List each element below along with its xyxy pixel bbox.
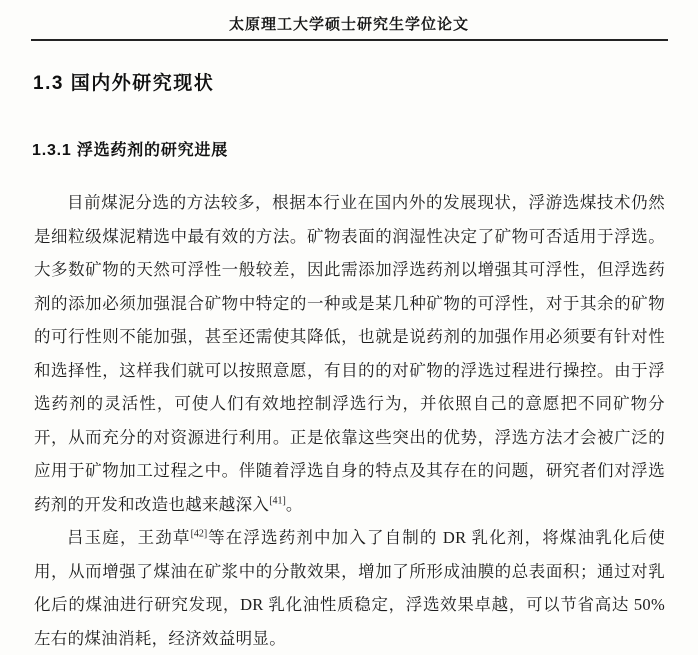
paragraph-text: 。 (285, 494, 303, 514)
subsection-heading: 1.3.1 浮选药剂的研究进展 (32, 142, 229, 159)
running-title: 太原理工大学硕士研究生学位论文 (228, 17, 469, 33)
paragraph (34, 521, 665, 655)
section-heading: 1.3 国内外研究现状 (33, 73, 215, 94)
page-header (0, 0, 698, 34)
paragraph-text: 吕玉庭，王劲草 (67, 528, 191, 547)
paragraph-text: 目前煤泥分选的方法较多，根据本行业在国内外的发展现状，浮游选煤技术仍然是细粒级煤泥精选中最有效的方法。矿物表面的润湿性决定了矿物可否适用于浮选。大多数矿物的天然可浮性一般较差，因此需添加浮选药剂以增强其可浮性，但浮选药剂的添加必须加强混合矿物中特定的一种或是某几种矿物的可浮性，对于其余的矿物的可行性则不能加强，甚至还需使其降低，也就是说药剂的加强作用必须要有针对性和选择性，这样我们就可以按照意愿，有目的的对矿物的浮选过程进行操控。由于浮选药剂的灵活性，可使人们有效地控制浮选行为，并依照自己的意愿把不同矿物分开，从而充分的对资源进行利用。正是依靠这些突出的优势，浮选方法才会被广泛的应用于矿物加工过程之中。伴随着浮选自身的特点及其存在的问题，研究者们对浮选药剂的开发和改造也越来越深入 (34, 193, 665, 514)
citation-ref-42: [42] (190, 528, 208, 540)
citation-ref-41: [41] (269, 495, 286, 506)
header-rule (31, 39, 668, 41)
paragraph-text: 等在浮选药剂中加入了自制的 DR 乳化剂，将煤油乳化后使用，从而增强了煤油在矿浆中的分散效果，增加了所形成油膜的总表面积；通过对乳化后的煤油进行研究发现，DR 乳化油性质稳定，浮选效果卓越，可以节省高达 50%左右的煤油消耗，经济效益明显。 (34, 528, 665, 648)
body-text (34, 186, 665, 655)
paragraph (34, 186, 665, 521)
